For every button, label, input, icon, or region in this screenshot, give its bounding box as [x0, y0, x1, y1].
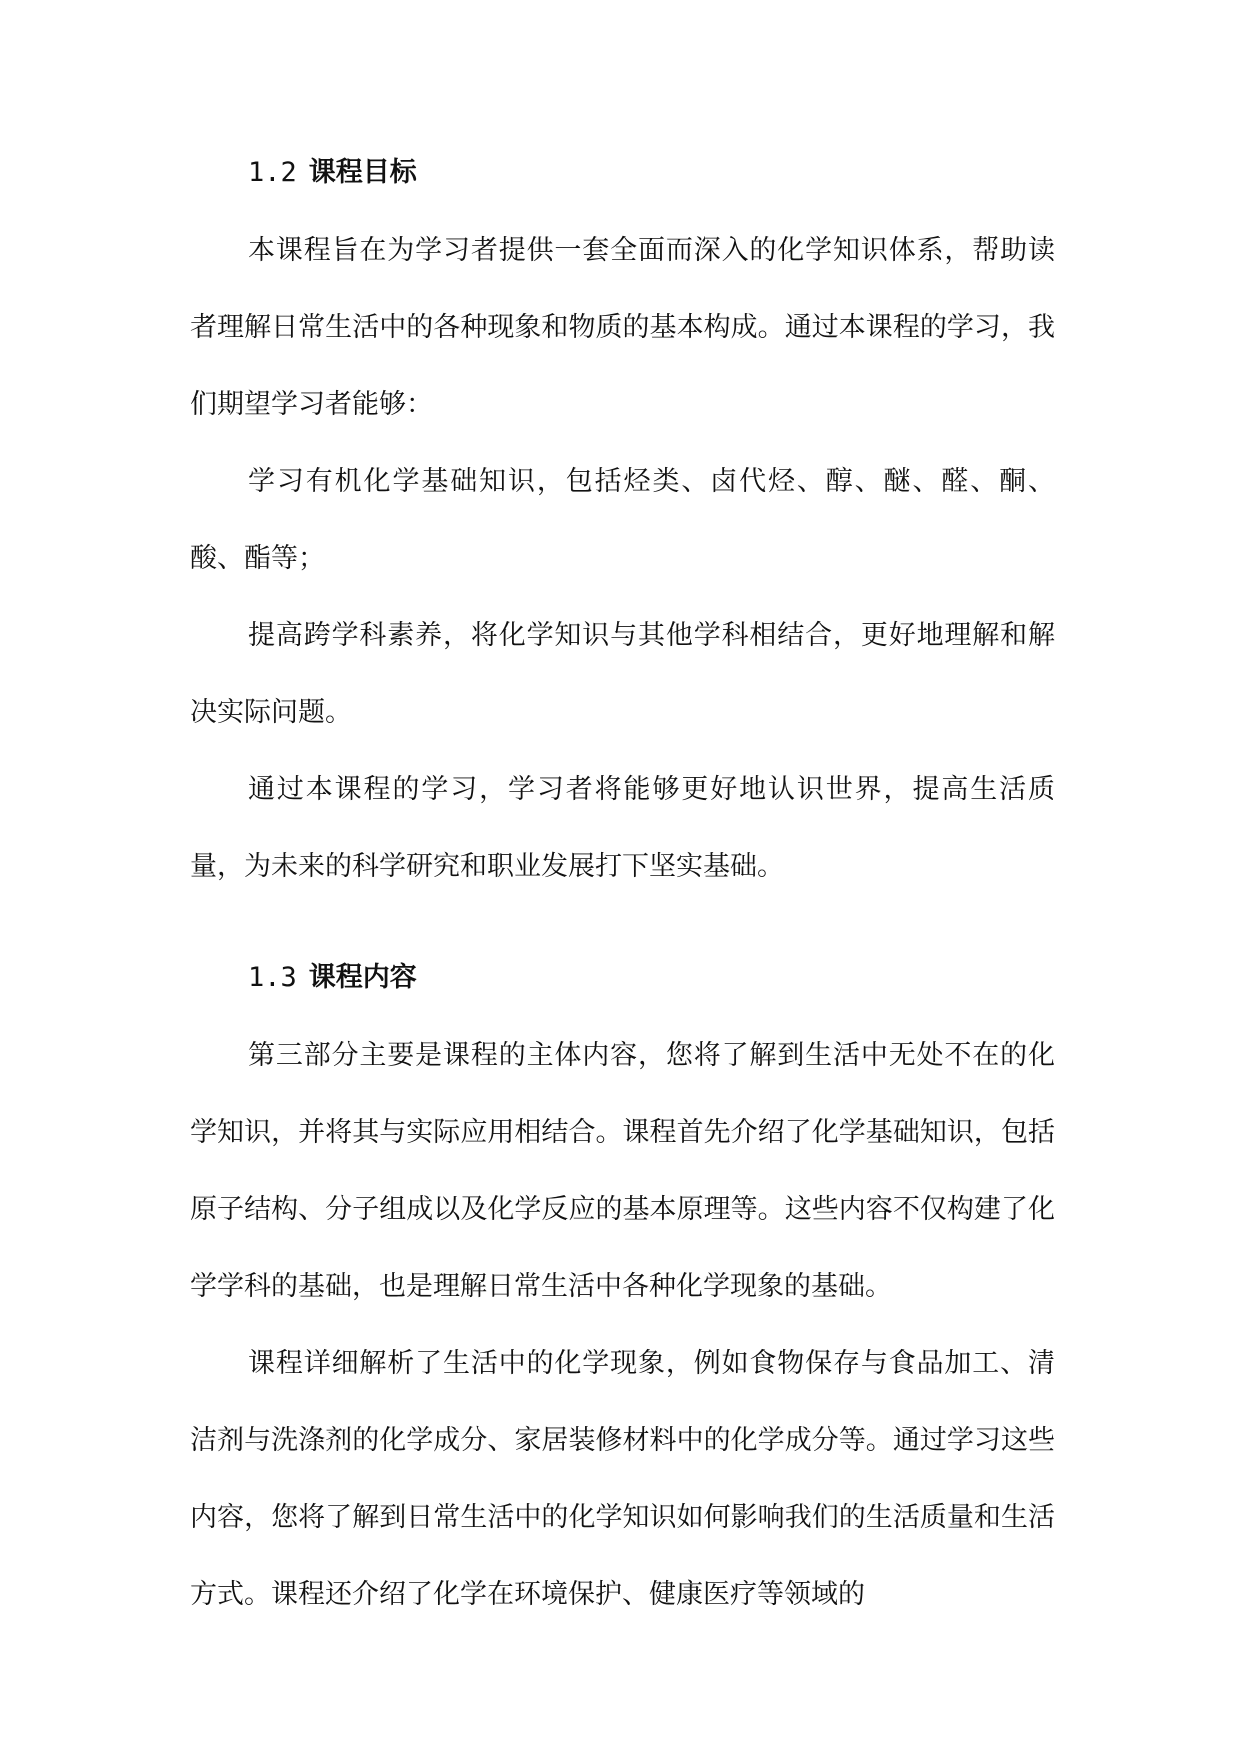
page-content — [190, 150, 1055, 1633]
section-heading-1-2 — [190, 150, 1055, 196]
section-number: 1.3 — [248, 962, 297, 993]
section-number: 1.2 — [248, 157, 297, 188]
section-heading-1-3 — [190, 955, 1055, 1001]
paragraph: 课程详细解析了生活中的化学现象，例如食物保存与食品加工、清洁剂与洗涤剂的化学成分、家居装修材料中的化学成分等。通过学习这些内容，您将了解到日常生活中的化学知识如何影响我们的生活质量和生活方式。课程还介绍了化学在环境保护、健康医疗等领域的 — [190, 1348, 1055, 1610]
paragraph: 提高跨学科素养，将化学知识与其他学科相结合，更好地理解和解决实际问题。 — [190, 620, 1055, 728]
paragraph: 本课程旨在为学习者提供一套全面而深入的化学知识体系，帮助读者理解日常生活中的各种现象和物质的基本构成。通过本课程的学习，我们期望学习者能够： — [190, 235, 1055, 420]
paragraph: 学习有机化学基础知识，包括烃类、卤代烃、醇、醚、醛、酮、酸、酯等； — [190, 466, 1055, 574]
paragraph: 通过本课程的学习，学习者将能够更好地认识世界，提高生活质量，为未来的科学研究和职业发展打下坚实基础。 — [190, 774, 1055, 882]
paragraph: 第三部分主要是课程的主体内容，您将了解到生活中无处不在的化学知识，并将其与实际应用相结合。课程首先介绍了化学基础知识，包括原子结构、分子组成以及化学反应的基本原理等。这些内容不仅构建了化学学科的基础，也是理解日常生活中各种化学现象的基础。 — [190, 1040, 1055, 1302]
section-title: 课程内容 — [308, 962, 417, 993]
section-title: 课程目标 — [308, 157, 417, 188]
